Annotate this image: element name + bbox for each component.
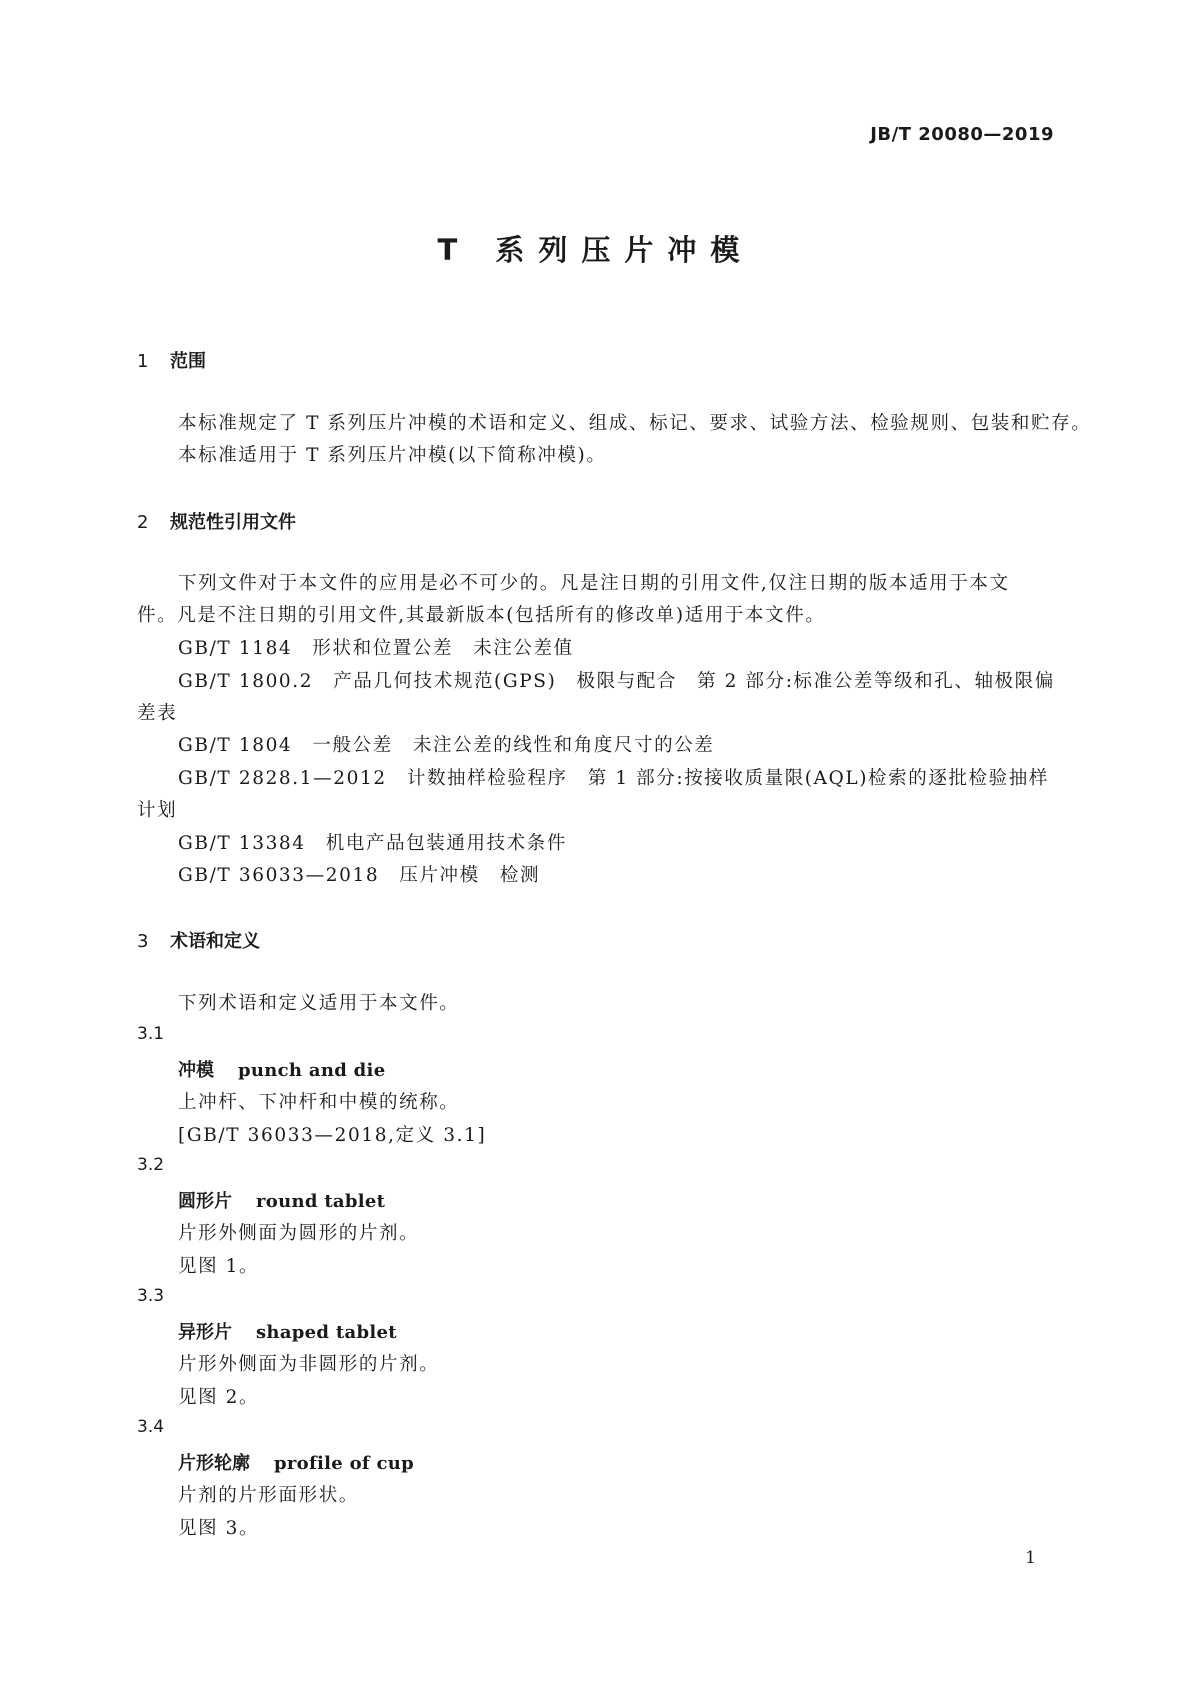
term-entry bbox=[178, 1449, 414, 1475]
reference-item: GB/T 1184 形状和位置公差 未注公差值 bbox=[178, 638, 574, 659]
reference-item: GB/T 1804 一般公差 未注公差的线性和角度尺寸的公差 bbox=[178, 735, 715, 756]
section-number: 2 bbox=[137, 512, 149, 533]
term-en: punch and die bbox=[238, 1060, 386, 1081]
term-zh: 异形片 bbox=[178, 1322, 232, 1343]
section-title: 规范性引用文件 bbox=[170, 512, 296, 533]
section-title: 范围 bbox=[170, 351, 206, 372]
term-definition: 片形外侧面为圆形的片剂。 bbox=[178, 1223, 420, 1244]
section-number: 1 bbox=[137, 351, 149, 372]
term-zh: 片形轮廓 bbox=[178, 1453, 250, 1474]
reference-item-continuation: 计划 bbox=[137, 800, 178, 821]
term-zh: 冲模 bbox=[178, 1060, 214, 1081]
term-definition: 片剂的片形面形状。 bbox=[178, 1485, 359, 1506]
paragraph: 本标准规定了 T 系列压片冲模的术语和定义、组成、标记、要求、试验方法、检验规则、包装和贮存。 bbox=[178, 413, 1092, 434]
section-heading-1 bbox=[137, 347, 206, 373]
term-note: 见图 1。 bbox=[178, 1256, 260, 1277]
page-number: 1 bbox=[1025, 1548, 1036, 1568]
standard-number: JB/T 20080—2019 bbox=[870, 124, 1054, 145]
term-note: 见图 3。 bbox=[178, 1518, 260, 1539]
document-title: T 系列压片冲模 bbox=[437, 233, 754, 267]
term-en: round tablet bbox=[256, 1191, 386, 1212]
reference-item: GB/T 13384 机电产品包装通用技术条件 bbox=[178, 833, 567, 854]
term-number: 3.2 bbox=[137, 1155, 165, 1175]
term-note: 见图 2。 bbox=[178, 1387, 260, 1408]
paragraph: 本标准适用于 T 系列压片冲模(以下简称冲模)。 bbox=[178, 445, 607, 466]
term-en: shaped tablet bbox=[256, 1322, 397, 1343]
reference-item: GB/T 2828.1—2012 计数抽样检验程序 第 1 部分:按接收质量限(AQL)检索的逐批检验抽样 bbox=[178, 768, 1049, 789]
section-heading-3 bbox=[137, 927, 260, 953]
paragraph-continuation: 件。凡是不注日期的引用文件,其最新版本(包括所有的修改单)适用于本文件。 bbox=[137, 605, 826, 626]
paragraph: 下列术语和定义适用于本文件。 bbox=[178, 993, 460, 1014]
paragraph: 下列文件对于本文件的应用是必不可少的。凡是注日期的引用文件,仅注日期的版本适用于本文 bbox=[178, 573, 1010, 594]
term-number: 3.4 bbox=[137, 1417, 165, 1437]
section-heading-2 bbox=[137, 508, 296, 534]
term-number: 3.3 bbox=[137, 1286, 165, 1306]
term-definition: 片形外侧面为非圆形的片剂。 bbox=[178, 1354, 440, 1375]
term-zh: 圆形片 bbox=[178, 1191, 232, 1212]
reference-item: GB/T 36033—2018 压片冲模 检测 bbox=[178, 865, 541, 886]
section-number: 3 bbox=[137, 931, 149, 952]
term-entry bbox=[178, 1187, 385, 1213]
term-entry bbox=[178, 1318, 397, 1344]
term-entry bbox=[178, 1056, 385, 1082]
term-en: profile of cup bbox=[274, 1453, 415, 1474]
term-number: 3.1 bbox=[137, 1024, 165, 1044]
term-source: [GB/T 36033—2018,定义 3.1] bbox=[178, 1125, 487, 1146]
term-definition: 上冲杆、下冲杆和中模的统称。 bbox=[178, 1092, 460, 1113]
reference-item-continuation: 差表 bbox=[137, 703, 178, 724]
reference-item: GB/T 1800.2 产品几何技术规范(GPS) 极限与配合 第 2 部分:标准公差等级和孔、轴极限偏 bbox=[178, 671, 1055, 692]
section-title: 术语和定义 bbox=[170, 931, 260, 952]
